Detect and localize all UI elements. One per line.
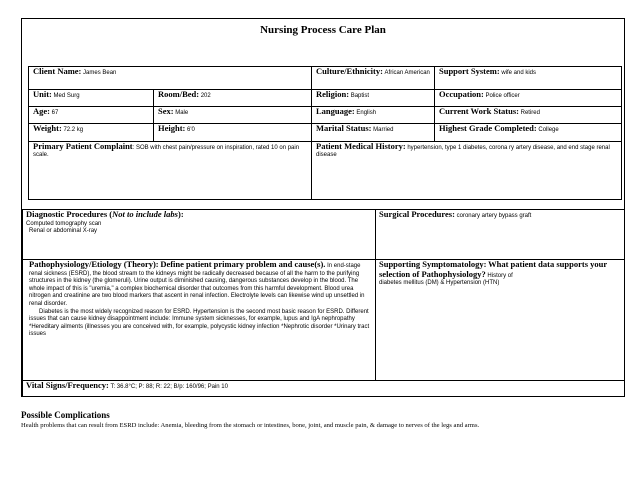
page-title: Nursing Process Care Plan [260, 24, 386, 36]
sex-cell [154, 107, 312, 124]
support-value: wife and kids [501, 70, 536, 76]
client-name-cell [29, 67, 312, 90]
support-label: Support System: [439, 66, 500, 76]
diagnostic-label-italic: Not to include labs [112, 209, 178, 219]
weight-label: Weight: [33, 123, 62, 133]
unit-label: Unit: [33, 89, 52, 99]
unit-value: Med Surg [53, 93, 80, 99]
support-cell [435, 67, 622, 90]
culture-cell [312, 67, 435, 90]
work-status-label: Current Work Status: [439, 106, 519, 116]
religion-cell [312, 90, 435, 107]
complications-text: Health problems that can result from ESRD include: Anemia, bleeding from the stomach or intestines, bone, joint, and muscle pain, & damage to nerves of the legs and arms. [21, 422, 480, 429]
work-status-value: Retired [520, 110, 540, 116]
complaint-cell [29, 142, 312, 200]
diagnostic-cell [23, 210, 376, 260]
language-cell [312, 107, 435, 124]
marital-label: Marital Status: [316, 123, 372, 133]
possible-complications [21, 410, 631, 429]
age-cell [29, 107, 154, 124]
history-cell [312, 142, 622, 200]
room-label: Room/Bed: [158, 89, 200, 99]
supporting-label-3: History of [487, 272, 513, 279]
client-name-label: Client Name: [33, 66, 82, 76]
surgical-label: Surgical Procedures: [379, 209, 455, 219]
complications-title: Possible Complications [21, 410, 110, 420]
complaint-label: Primary Patient Complaint [33, 141, 133, 151]
supporting-label-2: What patient data supports your selection of Pathophysiology? [379, 259, 607, 279]
diagnostic-label-end: ): [177, 209, 184, 219]
pathophysiology-cell [23, 260, 376, 381]
vitals-cell [23, 381, 625, 397]
culture-label: Culture/Ethnicity: [316, 66, 383, 76]
supporting-cell [376, 260, 625, 381]
patho-label: Pathophysiology/Etiology (Theory): [29, 259, 159, 269]
patho-text-2: Diabetes is the most widely recognized reason for ESRD. Hypertension is the second most basic reason for ESRD. Different issues that can cause kidney disappointment include: Immune system sicknesses, for example, lupus and IgA nephropathy *Hereditary ailments (illnesses you are conceived with, for example, polycystic kidney infection *Nephrotic disorder *Urinary tract issues [29, 308, 370, 338]
language-label: Language: [316, 106, 355, 116]
age-label: Age: [33, 106, 50, 116]
marital-value: Married [373, 127, 394, 133]
occupation-cell [435, 90, 622, 107]
religion-value: Baptist [350, 93, 370, 99]
diagnostic-item: Renal or abdominal X-ray [29, 228, 98, 235]
history-value: hypertension, type 1 diabetes, corona ry artery disease, and end stage renal disease [316, 145, 610, 159]
care-plan-sheet [21, 18, 625, 397]
marital-cell [312, 124, 435, 142]
patient-info-table [28, 66, 622, 200]
work-status-cell [435, 107, 622, 124]
diagnostic-item: Computed tomography scan [26, 220, 102, 227]
age-value: 67 [51, 110, 59, 116]
history-label: Patient Medical History: [316, 141, 406, 151]
clinical-table [22, 209, 625, 397]
patho-text: In end-stage renal sickness (ESRD), the blood stream to the kidneys might be radically decreased because of all the harm to the purifying structures in the kidney (the glomeruli). Urine output is diminished causing, dangerous substances develop in the blood. The whole impact of this is "uremia," a complex biochemical disorder that outcomes from this harmful development. Blood urea nitrogen and creatinine are two blood markers that ascent in renal infection. Electrolyte levels can likewise wind up unsettled in renal disorder. [29, 263, 365, 307]
height-value: 6'0 [187, 127, 195, 133]
height-cell [154, 124, 312, 142]
occupation-label: Occupation: [439, 89, 484, 99]
patho-label-2: Define patient primary problem and cause(s). [160, 259, 326, 269]
diagnostic-label: Diagnostic Procedures ( [26, 209, 113, 219]
sex-label: Sex: [158, 106, 174, 116]
complaint-value: : SOB with chest pain/pressure on inspiration, rated 10 on pain scale. [33, 145, 300, 159]
room-cell [154, 90, 312, 107]
religion-label: Religion: [316, 89, 350, 99]
surgical-value: coronary artery bypass graft [456, 213, 532, 219]
vitals-label: Vital Signs/Frequency: [26, 380, 109, 390]
height-label: Height: [158, 123, 186, 133]
client-name-value: James Bean [83, 70, 117, 76]
grade-value: College [538, 127, 559, 133]
weight-cell [29, 124, 154, 142]
unit-cell [29, 90, 154, 107]
vitals-value: T: 36.8°C; P: 88; R: 22; B/p: 160/96; Pain 10 [110, 384, 228, 390]
sex-value: Male [175, 110, 189, 116]
grade-label: Highest Grade Completed: [439, 123, 537, 133]
occupation-value: Police officer [485, 93, 520, 99]
room-value: 202 [200, 93, 211, 99]
surgical-cell [376, 210, 625, 260]
grade-cell [435, 124, 622, 142]
culture-value: African American [384, 70, 430, 76]
language-value: English [356, 110, 377, 116]
supporting-value: diabetes mellitus (DM) & Hypertension (HTN) [379, 280, 500, 287]
supporting-label: Supporting Symptomatology: [379, 259, 487, 269]
weight-value: 72.2 kg [63, 127, 84, 133]
